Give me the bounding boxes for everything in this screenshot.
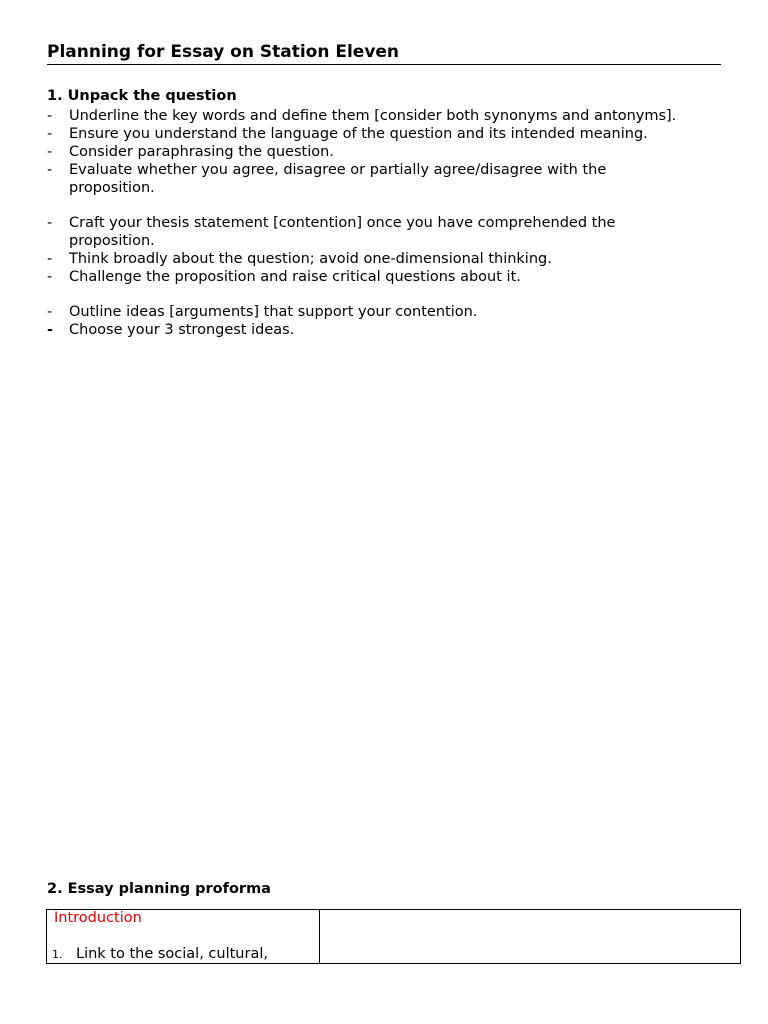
bullet-item: - Outline ideas [arguments] that support your contention. (47, 304, 478, 320)
bullet-item: - Challenge the proposition and raise critical questions about it. (47, 269, 521, 285)
bullet-item: - Consider paraphrasing the question. (47, 144, 334, 160)
bullet-item: - Ensure you understand the language of the question and its intended meaning. (47, 126, 648, 142)
table-cell-notes[interactable] (320, 910, 740, 963)
bullet-dash: - (47, 108, 53, 124)
bullet-dash: - (47, 322, 54, 338)
introduction-label: Introduction (54, 910, 142, 926)
section-1-heading: 1. Unpack the question (47, 88, 237, 104)
list-number: 1. (52, 948, 63, 961)
bullet-dash: - (47, 126, 53, 142)
bullet-item: - Underline the key words and define them [consider both synonyms and antonyms]. (47, 108, 677, 124)
bullet-dash: - (47, 144, 53, 160)
list-item-text: Link to the social, cultural, (76, 946, 268, 962)
section-2-heading: 2. Essay planning proforma (47, 881, 271, 897)
document-title: Planning for Essay on Station Eleven (47, 42, 400, 62)
bullet-item: - Think broadly about the question; avoid one-dimensional thinking. (47, 251, 552, 267)
introduction-list-item (52, 946, 268, 963)
bullet-dash: - (47, 215, 53, 231)
bullet-item: - Choose your 3 strongest ideas. (47, 322, 295, 338)
table-cell-introduction[interactable] (47, 910, 320, 963)
bullet-dash: - (47, 162, 53, 178)
section-1-bullets (47, 107, 737, 339)
bullet-dash: - (47, 304, 53, 320)
bullet-item: - Craft your thesis statement [contention] once you have comprehended the proposition. (47, 215, 616, 249)
bullet-dash: - (47, 251, 53, 267)
bullet-item: - Evaluate whether you agree, disagree or partially agree/disagree with the proposition. (47, 162, 607, 196)
title-underline (47, 64, 721, 65)
bullet-dash: - (47, 269, 53, 285)
essay-planning-table (46, 909, 741, 964)
